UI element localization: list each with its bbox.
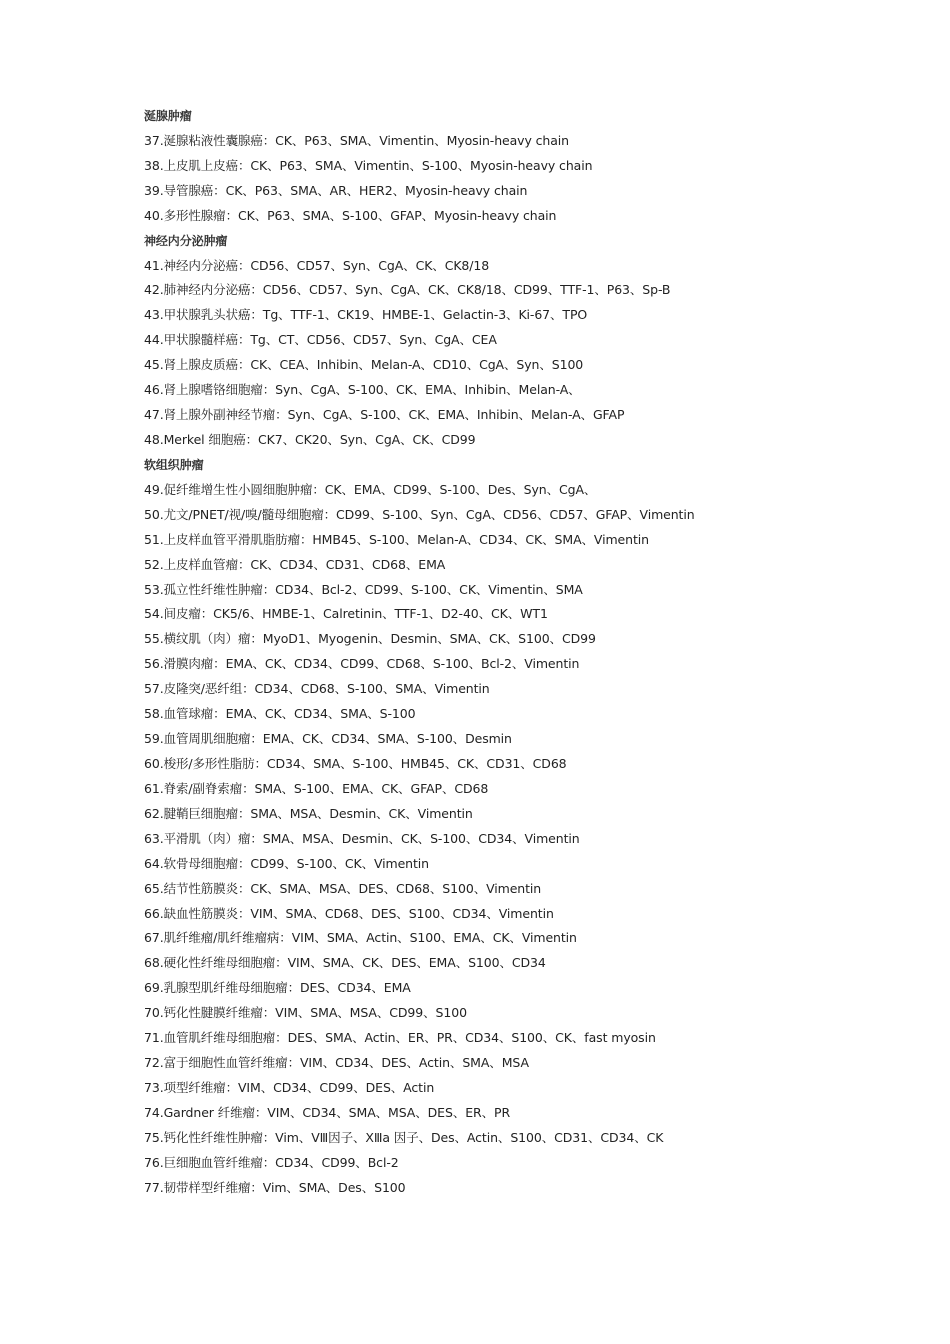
list-item: 75.钙化性纤维性肿瘤：Vim、VⅢ因子、XⅢa 因子、Des、Actin、S100、CD31、CD34、CK bbox=[144, 1129, 664, 1145]
list-item: 51.上皮样血管平滑肌脂肪瘤：HMB45、S-100、Melan-A、CD34、CK、SMA、Vimentin bbox=[144, 531, 649, 547]
list-item: 41.神经内分泌癌：CD56、CD57、Syn、CgA、CK、CK8/18 bbox=[144, 257, 490, 273]
list-item: 40.多形性腺瘤：CK、P63、SMA、S-100、GFAP、Myosin-heavy chain bbox=[144, 207, 557, 223]
list-item: 50.尤文/PNET/视/嗅/髓母细胞瘤：CD99、S-100、Syn、CgA、CD56、CD57、GFAP、Vimentin bbox=[144, 506, 695, 522]
list-item: 37.涎腺粘液性囊腺癌：CK、P63、SMA、Vimentin、Myosin-heavy chain bbox=[144, 132, 569, 148]
list-item: 57.皮隆突/恶纤组：CD34、CD68、S-100、SMA、Vimentin bbox=[144, 681, 490, 697]
list-item: 59.血管周肌细胞瘤：EMA、CK、CD34、SMA、S-100、Desmin bbox=[144, 731, 512, 747]
list-item: 65.结节性筋膜炎：CK、SMA、MSA、DES、CD68、S100、Vimentin bbox=[144, 880, 542, 896]
list-item: 44.甲状腺髓样癌：Tg、CT、CD56、CD57、Syn、CgA、CEA bbox=[144, 332, 497, 348]
section-heading: 涎腺肿瘤 bbox=[144, 109, 192, 123]
list-item: 43.甲状腺乳头状癌：Tg、TTF-1、CK19、HMBE-1、Gelactin-3、Ki-67、TPO bbox=[144, 307, 588, 323]
section-heading: 软组织肿瘤 bbox=[144, 457, 204, 472]
list-item: 52.上皮样血管瘤：CK、CD34、CD31、CD68、EMA bbox=[144, 556, 446, 572]
list-item: 49.促纤维增生性小圆细胞肿瘤：CK、EMA、CD99、S-100、Des、Syn、CgA、 bbox=[144, 481, 597, 497]
list-item: 68.硬化性纤维母细胞瘤：VIM、SMA、CK、DES、EMA、S100、CD34 bbox=[144, 955, 546, 971]
list-item: 56.滑膜肉瘤：EMA、CK、CD34、CD99、CD68、S-100、Bcl-2、Vimentin bbox=[144, 656, 580, 672]
list-item: 42.肺神经内分泌癌：CD56、CD57、Syn、CgA、CK、CK8/18、CD99、TTF-1、P63、Sp-B bbox=[144, 282, 671, 298]
list-item: 54.间皮瘤：CK5/6、HMBE-1、Calretinin、TTF-1、D2-40、CK、WT1 bbox=[144, 606, 548, 622]
list-item: 76.巨细胞血管纤维瘤：CD34、CD99、Bcl-2 bbox=[144, 1154, 399, 1170]
list-item: 73.项型纤维瘤：VIM、CD34、CD99、DES、Actin bbox=[144, 1079, 435, 1095]
list-item: 47.肾上腺外副神经节瘤：Syn、CgA、S-100、CK、EMA、Inhibin、Melan-A、GFAP bbox=[144, 407, 625, 423]
document-body bbox=[144, 104, 904, 1201]
list-item: 55.横纹肌（肉）瘤：MyoD1、Myogenin、Desmin、SMA、CK、S100、CD99 bbox=[144, 631, 596, 647]
list-item: 58.血管球瘤：EMA、CK、CD34、SMA、S-100 bbox=[144, 706, 416, 722]
list-item: 74.Gardner 纤维瘤：VIM、CD34、SMA、MSA、DES、ER、PR bbox=[144, 1104, 511, 1120]
list-item: 62.腱鞘巨细胞瘤：SMA、MSA、Desmin、CK、Vimentin bbox=[144, 805, 473, 821]
list-item: 45.肾上腺皮质癌：CK、CEA、Inhibin、Melan-A、CD10、CgA、Syn、S100 bbox=[144, 357, 584, 373]
list-item: 53.孤立性纤维性肿瘤：CD34、Bcl-2、CD99、S-100、CK、Vimentin、SMA bbox=[144, 581, 583, 597]
list-item: 64.软骨母细胞瘤：CD99、S-100、CK、Vimentin bbox=[144, 855, 430, 871]
list-item: 60.梭形/多形性脂肪：CD34、SMA、S-100、HMB45、CK、CD31、CD68 bbox=[144, 755, 567, 771]
list-item: 61.脊索/副脊索瘤：SMA、S-100、EMA、CK、GFAP、CD68 bbox=[144, 780, 489, 796]
list-item: 38.上皮肌上皮癌：CK、P63、SMA、Vimentin、S-100、Myosin-heavy chain bbox=[144, 157, 593, 173]
section-heading: 神经内分泌肿瘤 bbox=[144, 233, 228, 248]
list-item: 67.肌纤维瘤/肌纤维瘤病：VIM、SMA、Actin、S100、EMA、CK、Vimentin bbox=[144, 930, 577, 946]
list-item: 69.乳腺型肌纤维母细胞瘤：DES、CD34、EMA bbox=[144, 980, 411, 996]
list-item: 72.富于细胞性血管纤维瘤：VIM、CD34、DES、Actin、SMA、MSA bbox=[144, 1055, 529, 1071]
list-item: 63.平滑肌（肉）瘤：SMA、MSA、Desmin、CK、S-100、CD34、Vimentin bbox=[144, 830, 580, 846]
list-item: 71.血管肌纤维母细胞瘤：DES、SMA、Actin、ER、PR、CD34、S100、CK、fast myosin bbox=[144, 1030, 656, 1046]
list-item: 66.缺血性筋膜炎：VIM、SMA、CD68、DES、S100、CD34、Vimentin bbox=[144, 905, 554, 921]
list-item: 39.导管腺癌：CK、P63、SMA、AR、HER2、Myosin-heavy chain bbox=[144, 182, 528, 198]
list-item: 77.韧带样型纤维瘤：Vim、SMA、Des、S100 bbox=[144, 1179, 406, 1195]
list-item: 70.钙化性腱膜纤维瘤：VIM、SMA、MSA、CD99、S100 bbox=[144, 1005, 467, 1021]
list-item: 46.肾上腺嗜铬细胞瘤：Syn、CgA、S-100、CK、EMA、Inhibin、Melan-A、 bbox=[144, 382, 581, 398]
list-item: 48.Merkel 细胞癌：CK7、CK20、Syn、CgA、CK、CD99 bbox=[144, 431, 476, 447]
